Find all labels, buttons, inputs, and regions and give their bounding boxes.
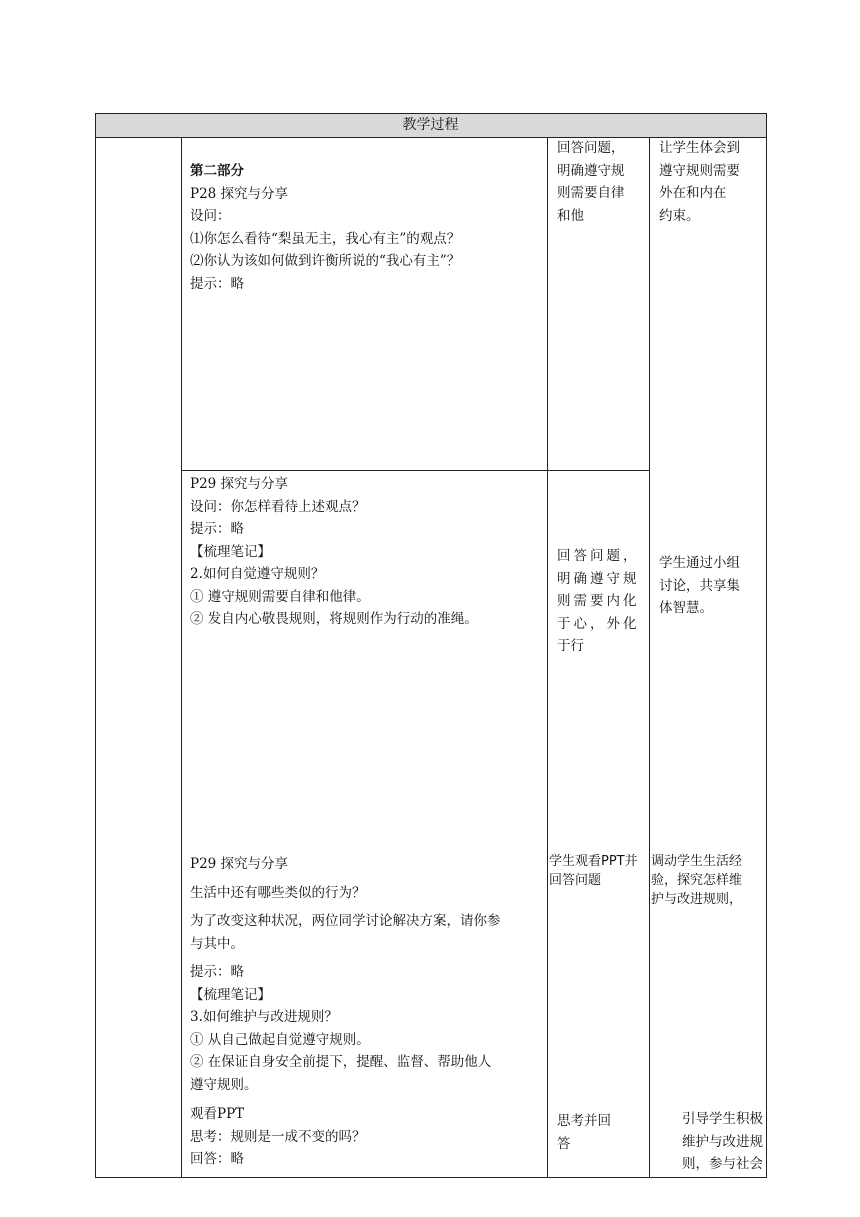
section4-think: 思考：规则是一成不变的吗？ <box>190 1128 366 1145</box>
row-divider-1 <box>181 470 649 471</box>
section1-intent-line: 遵守规则需要 <box>659 162 740 179</box>
section2-student-activity <box>557 545 645 658</box>
section3-student-activity <box>549 852 649 890</box>
section3-intent-line: 护与改进规则， <box>651 892 743 907</box>
section4-student-line: 答 <box>557 1135 571 1152</box>
section1-intent-line: 让学生体会到 <box>659 140 740 156</box>
col-divider-1 <box>181 137 182 1178</box>
section2-title: P29 探究与分享 <box>190 476 289 492</box>
section3-intent-line: 调动学生生活经 <box>651 854 743 869</box>
table-border-top <box>95 113 767 114</box>
table-border-left <box>95 113 96 1178</box>
section2-student-line: 于行 <box>557 638 584 654</box>
section1-intent-line: 外在和内在 <box>659 185 727 201</box>
section1-design-intent <box>659 137 763 227</box>
section3-content <box>190 853 545 1096</box>
col-divider-3 <box>649 137 650 1178</box>
section3-item-2a: ② 在保证自身安全前提下，提醒、监督、帮助他人 <box>190 1054 492 1070</box>
section1-question-1: ⑴你怎么看待“梨虽无主，我心有主”的观点？ <box>190 230 461 247</box>
section4-answer: 回答：略 <box>190 1151 244 1167</box>
section3-item-1: ① 从自己做起自觉遵守规则。 <box>190 1031 370 1048</box>
section2-intent-line: 体智慧。 <box>659 600 713 616</box>
section1-intent-line: 约束。 <box>659 207 700 224</box>
section3-item-2b: 遵守规则。 <box>190 1076 258 1093</box>
section1-student-line: 回答问题， <box>557 140 625 156</box>
table-border-bottom <box>95 1177 767 1178</box>
section3-question-2b: 与其中。 <box>190 935 244 952</box>
section1-hint: 提示：略 <box>190 275 244 292</box>
section2-point: 2.如何自觉遵守规则？ <box>190 566 325 582</box>
section3-point: 3.如何维护与改进规则？ <box>190 1009 338 1025</box>
section2-content <box>190 473 540 631</box>
col-divider-2 <box>547 137 548 1178</box>
section1-student-line: 和他 <box>557 207 584 224</box>
section1-student-activity <box>557 137 645 227</box>
section1-title: P28 探究与分享 <box>190 185 289 202</box>
section1-content <box>190 160 540 295</box>
section2-intent-line: 学生通过小组 <box>659 555 740 571</box>
section3-question-1: 生活中还有哪些类似的行为？ <box>190 884 366 901</box>
section2-notes-label: 【梳理笔记】 <box>190 543 271 560</box>
section3-design-intent <box>651 852 765 909</box>
section4-intent-line: 引导学生积极 <box>682 1111 763 1127</box>
section3-notes-label: 【梳理笔记】 <box>190 986 271 1003</box>
section4-student-line: 思考并回 <box>557 1113 611 1129</box>
section4-intent-line: 则，参与社会 <box>682 1156 763 1172</box>
section2-intent-line: 讨论，共享集 <box>659 577 740 594</box>
section3-intent-line: 验，探究怎样维 <box>651 873 743 888</box>
section4-content <box>190 1103 540 1171</box>
section2-item-2: ② 发自内心敬畏规则，将规则作为行动的准绳。 <box>190 611 478 627</box>
section3-student-line: 回答问题 <box>549 873 602 888</box>
section2-ask: 设问：你怎样看待上述观点？ <box>190 498 366 515</box>
section2-design-intent <box>659 552 763 620</box>
section3-student-line: 学生观看PPT并 <box>549 854 638 869</box>
section2-student-line: 于心，外化 <box>557 615 640 632</box>
table-header-title: 教学过程 <box>402 117 459 133</box>
section2-hint: 提示：略 <box>190 521 244 537</box>
section4-student-activity <box>557 1110 645 1155</box>
section1-ask-label: 设问： <box>190 208 231 224</box>
section2-student-line: 明确遵守规 <box>557 570 640 587</box>
section1-question-2: ⑵你认为该如何做到许衡所说的“我心有主”？ <box>190 253 461 269</box>
section3-question-2a: 为了改变这种状况，两位同学讨论解决方案，请你参 <box>190 913 501 929</box>
section4-intent-line: 维护与改进规 <box>682 1133 763 1150</box>
section2-student-line: 回答问题， <box>557 548 640 564</box>
section4-design-intent <box>659 1108 763 1176</box>
section1-heading: 第二部分 <box>190 163 244 179</box>
section3-hint: 提示：略 <box>190 964 244 980</box>
section1-student-line: 明确遵守规 <box>557 162 625 179</box>
section1-student-line: 则需要自律 <box>557 185 625 201</box>
section3-title: P29 探究与分享 <box>190 856 289 872</box>
section4-title: 观看PPT <box>190 1106 245 1122</box>
section2-student-line: 则需要内化 <box>557 593 640 609</box>
section2-item-1: ① 遵守规则需要自律和他律。 <box>190 588 370 605</box>
table-border-right <box>766 113 767 1178</box>
